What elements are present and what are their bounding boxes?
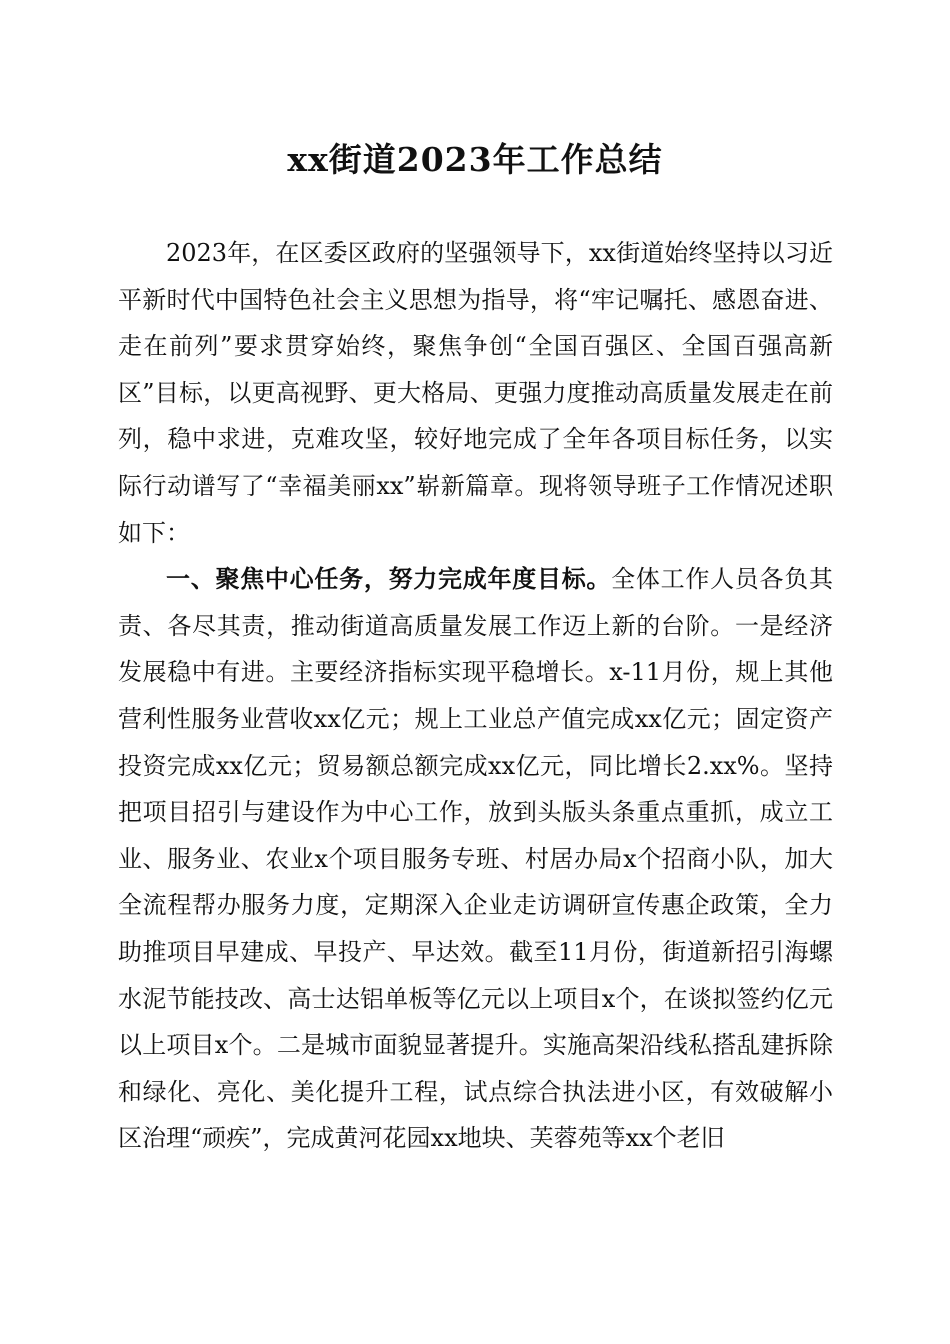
document-title: xx街道2023年工作总结 [287, 140, 663, 179]
section-one-paragraph [118, 556, 833, 1162]
intro-paragraph: 2023年，在区委区政府的坚强领导下，xx街道始终坚持以习近平新时代中国特色社会主义思想为指导，将“牢记嘱托、感恩奋进、走在前列”要求贯穿始终，聚焦争创“全国百强区、全国百强高新区”目标，以更高视野、更大格局、更强力度推动高质量发展走在前列，稳中求进，克难攻坚，较好地完成了全年各项目标任务，以实际行动谱写了“幸福美丽xx”崭新篇章。现将领导班子工作情况述职如下： [118, 239, 833, 547]
document-body [118, 230, 833, 1162]
section-one-heading: 一、聚焦中心任务，努力完成年度目标。 [166, 564, 612, 594]
section-one-text: 全体工作人员各负其责、各尽其责，推动街道高质量发展工作迈上新的台阶。一是经济发展稳中有进。主要经济指标实现平稳增长。x-11月份，规上其他营利性服务业营收xx亿元；规上工业总产值完成xx亿元；固定资产投资完成xx亿元；贸易额总额完成xx亿元，同比增长2.xx%。坚持把项目招引与建设作为中心工作，放到头版头条重点重抓，成立工业、服务业、农业x个项目服务专班、村居办局x个招商小队，加大全流程帮办服务力度，定期深入企业走访调研宣传惠企政策，全力助推项目早建成、早投产、早达效。截至11月份，街道新招引海螺水泥节能技改、高士达铝单板等亿元以上项目x个，在谈拟签约亿元以上项目x个。二是城市面貌显著提升。实施高架沿线私搭乱建拆除和绿化、亮化、美化提升工程，试点综合执法进小区，有效破解小区治理“顽疾”，完成黄河花园xx地块、芙蓉苑等xx个老旧 [118, 565, 834, 1153]
